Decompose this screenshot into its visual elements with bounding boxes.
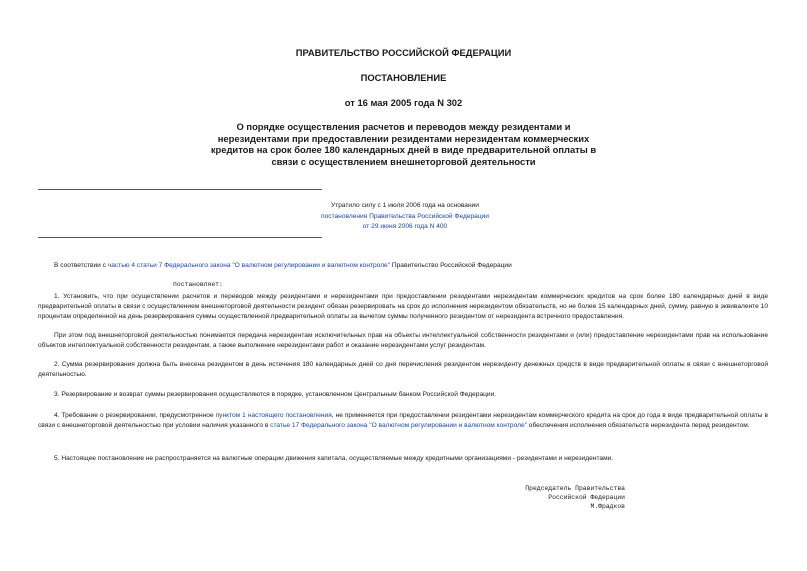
government-heading: ПРАВИТЕЛЬСТВО РОССИЙСКОЙ ФЕДЕРАЦИИ [295, 47, 512, 58]
paragraph-1: 1. Установить, что при осуществлении расчетов и переводов между резидентами и нерезидентами при предоставлении резидентами нерезидентам коммерческих кредитов на срок более 180 календарных дней в виде предварительной оплаты в связи с осуществлением внешнеторговой деятельности резидент обязан резервировать на срок до исполнения нерезидентом обязательств, но не более 15 календарных дней, сумму, равную в эквиваленте 10 процентам определенной на день резервирования суммы осуществленной предварительной оплаты за вычетом суммы полученного резидентом от нерезидента встречного предоставления. [38, 293, 768, 321]
law-link[interactable]: частью 4 статьи 7 Федерального закона "О валютном регулировании и валютном контроле" [107, 262, 391, 269]
postanovlyaet-label: постановляет: [173, 281, 223, 288]
p4-text-c: обеспечения исполнения обязательств нерезидента перед резидентом. [526, 422, 750, 430]
signature-title: Председатель Правительства [525, 485, 625, 492]
paragraph-3: 3. Резервирование и возврат суммы резервирования осуществляются в порядке, установленном Центральным банком Российской Федерации. [54, 391, 497, 398]
paragraph-1b: При этом под внешнеторговой деятельностью понимается передача нерезидентам исключительных прав на объекты интеллектуальной собственности резидентами и (или) предоставление нерезидентами прав на использование объектов интеллектуальной собственности резидентам, а также выполнение нерезидентами работ и оказание нерезидентами услуг резидентам. [38, 332, 768, 350]
repeal-note: Утратило силу с 1 июля 2006 года на основании [331, 202, 479, 209]
paragraph-2: 2. Сумма резервирования должна быть внесена резидентом в день истечения 180 календарных дней со дня перечисления резидентом нерезиденту денежных средств в виде предварительной оплаты в связи с внешнеторговой деятельностью. [38, 361, 768, 379]
signature-name: М.Фрадков [590, 502, 625, 510]
intro-text-after: Правительство Российской Федерации [390, 262, 512, 269]
divider-top [38, 189, 322, 190]
repeal-link[interactable]: постановления Правительства Российской Федерации [321, 213, 489, 220]
article-link[interactable]: статье 17 Федерального закона "О валютном регулировании и валютном контроле" [270, 422, 527, 430]
repeal-link-line[interactable] [300, 212, 510, 222]
clause-link[interactable]: пунктом 1 настоящего постановления [215, 412, 332, 419]
document-type: ПОСТАНОВЛЕНИЕ [360, 72, 447, 83]
intro-paragraph [38, 261, 768, 271]
repeal-link-line-2[interactable] [300, 222, 510, 232]
intro-text-before: В соответствии с [54, 262, 108, 269]
p4-text-b: , не применяется при предоставлении резидентами нерезидентам коммерческого кредита на срок до года в виде предварительной оплаты в связи с внешнеторговой деятельностью при условии наличия указанного в [38, 412, 768, 430]
signature-block [514, 485, 625, 511]
date-number: от 16 мая 2005 года N 302 [344, 97, 463, 108]
paragraph-5: 5. Настоящее постановление не распространяется на валютные операции движения капитала, осуществляемые между кредитными организациями - резидентами и нерезидентами. [54, 455, 614, 462]
p4-text-a: 4. Требование о резервировании, предусмотренное [54, 412, 216, 419]
repeal-link-date[interactable]: от 29 июня 2006 года N 400 [362, 223, 448, 230]
paragraph-4 [38, 411, 768, 431]
signature-country: Российской Федерации [548, 493, 625, 501]
divider-bottom [38, 237, 322, 238]
document-title: О порядке осуществления расчетов и переводов между резидентами и нерезидентами при предоставлении резидентами нерезидентам коммерческих кредитов на срок более 180 календарных дней в виде предварительной оплаты в связи с осуществлением внешнеторговой деятельности [210, 121, 597, 167]
